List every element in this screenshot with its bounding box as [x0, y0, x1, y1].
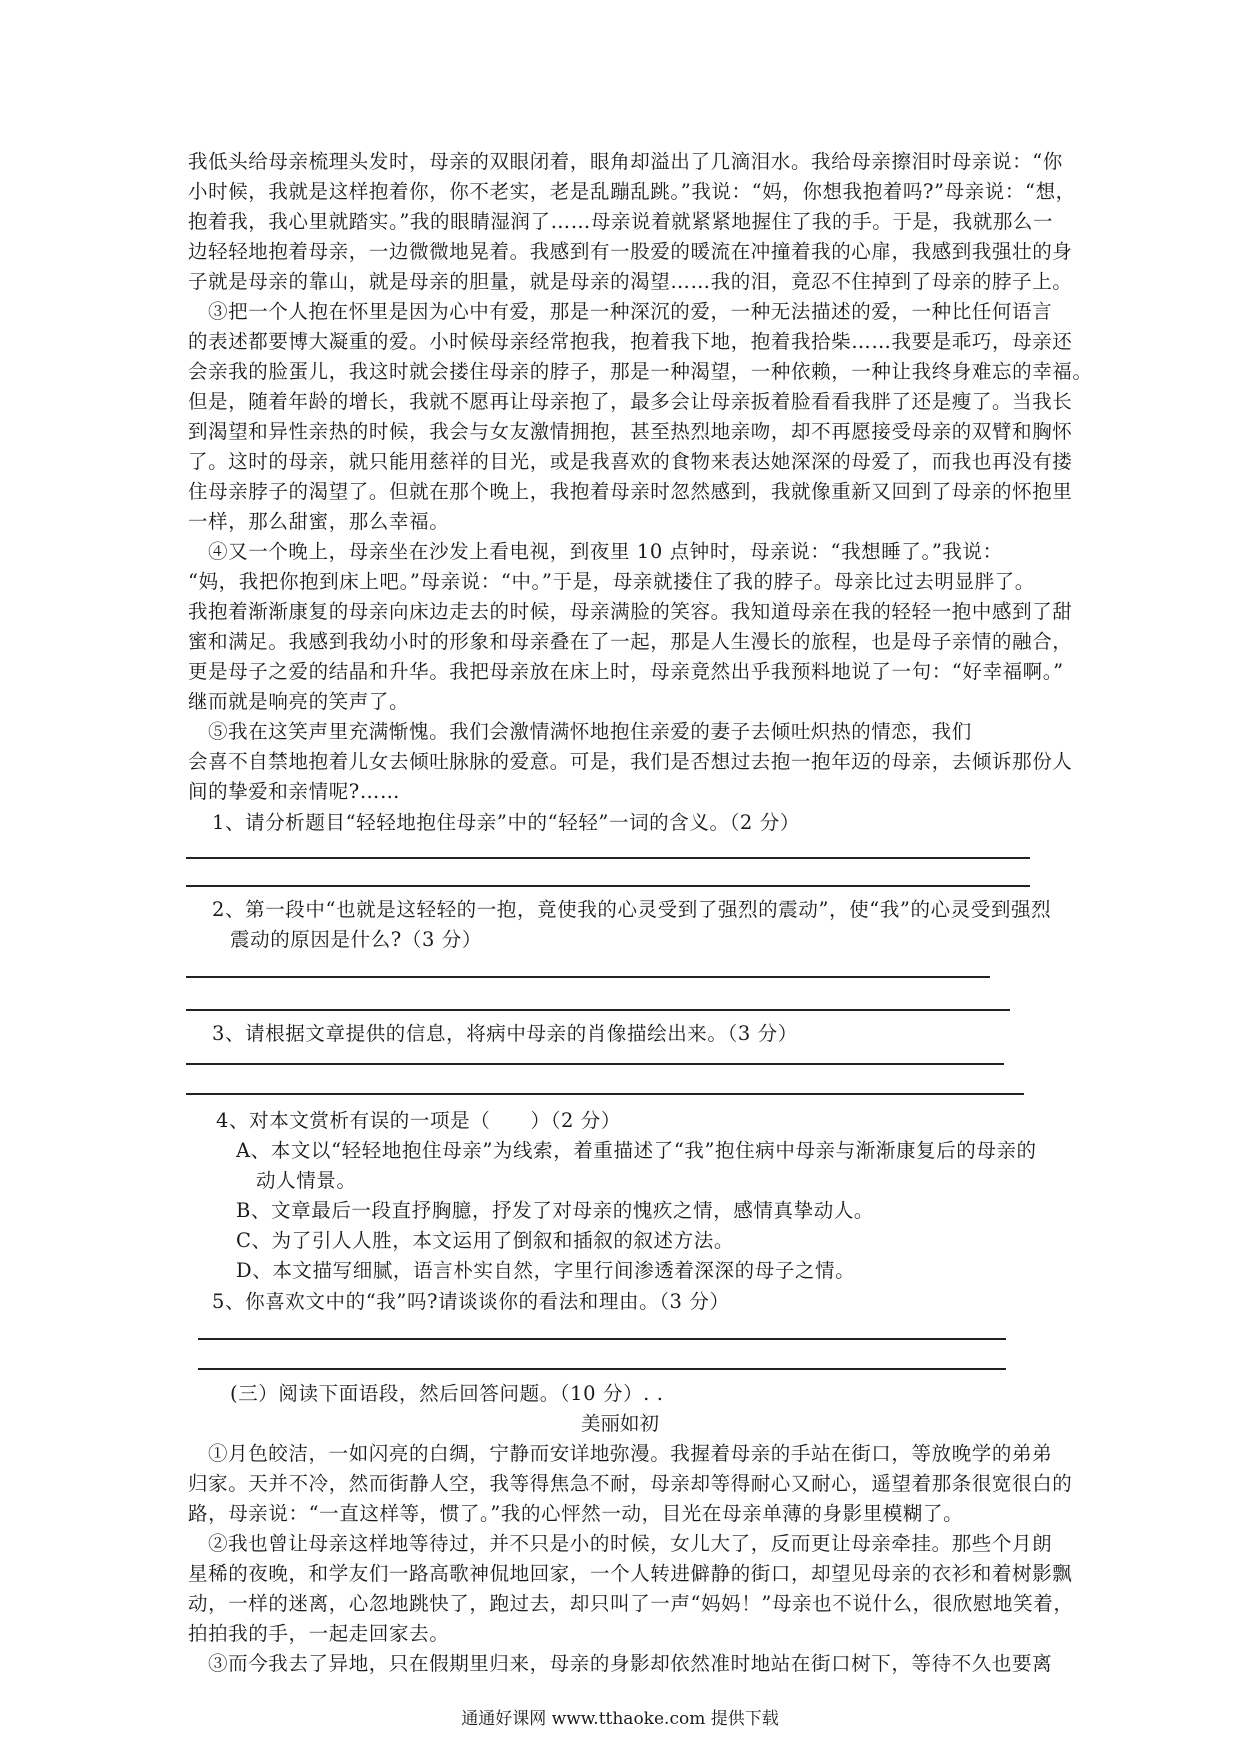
answer-line[interactable] — [198, 1368, 1006, 1370]
text-line: 会喜不自禁地抱着儿女去倾吐脉脉的爱意。可是，我们是否想过去抱一抱年迈的母亲，去倾诉那份人 — [188, 750, 1073, 773]
answer-line[interactable] — [186, 1093, 1024, 1095]
answer-line[interactable] — [186, 976, 990, 978]
option-a-continued: 动人情景。 — [256, 1169, 357, 1192]
option-a: A、本文以“轻轻地抱住母亲”为线索，着重描述了“我”抱住病中母亲与渐渐康复后的母亲的 — [236, 1139, 1037, 1162]
text-line: 子就是母亲的靠山，就是母亲的胆量，就是母亲的渴望……我的泪，竟忍不住掉到了母亲的脖子上。 — [188, 270, 1073, 293]
text-line: 星稀的夜晚，和学友们一路高歌神侃地回家，一个人转进僻静的街口，却望见母亲的衣衫和着树影飘 — [188, 1562, 1073, 1585]
text-line: 我低头给母亲梳理头发时，母亲的双眼闭着，眼角却溢出了几滴泪水。我给母亲擦泪时母亲说：“你 — [188, 150, 1063, 173]
text-line: 住母亲脖子的渴望了。但就在那个晚上，我抱着母亲时忽然感到，我就像重新又回到了母亲的怀抱里 — [188, 480, 1073, 503]
option-d: D、本文描写细腻，语言朴实自然，字里行间渗透着深深的母子之情。 — [236, 1259, 856, 1282]
text-line: 拍拍我的手，一起走回家去。 — [188, 1622, 450, 1645]
text-line: ③而今我去了异地，只在假期里归来，母亲的身影却依然准时地站在街口树下，等待不久也要离 — [208, 1652, 1053, 1675]
text-line: ③把一个人抱在怀里是因为心中有爱，那是一种深沉的爱，一种无法描述的爱，一种比任何语言 — [208, 300, 1053, 323]
question-2-continued: 震动的原因是什么?（3 分） — [230, 928, 482, 951]
text-line: 继而就是响亮的笑声了。 — [188, 690, 410, 713]
passage-title: 美丽如初 — [580, 1412, 659, 1435]
text-line: 了。这时的母亲，就只能用慈祥的目光，或是我喜欢的食物来表达她深深的母爱了，而我也再没有搂 — [188, 450, 1073, 473]
text-line: 小时候，我就是这样抱着你，你不老实，老是乱蹦乱跳。”我说：“妈，你想我抱着吗?”母亲说：“想， — [188, 180, 1076, 203]
text-line: 一样，那么甜蜜，那么幸福。 — [188, 510, 450, 533]
answer-line[interactable] — [186, 857, 1030, 859]
text-line: “妈，我把你抱到床上吧。”母亲说：“中。”于是，母亲就搂住了我的脖子。母亲比过去明显胖了。 — [188, 570, 1035, 593]
text-line: 更是母子之爱的结晶和升华。我把母亲放在床上时，母亲竟然出乎我预料地说了一句：“好幸福啊。” — [188, 660, 1064, 683]
question-4: 4、对本文赏析有误的一项是（ ）（2 分） — [216, 1109, 621, 1132]
text-line: ②我也曾让母亲这样地等待过，并不只是小的时候，女儿大了，反而更让母亲牵挂。那些个月朗 — [208, 1532, 1053, 1555]
text-line: 到渴望和异性亲热的时候，我会与女友激情拥抱，甚至热烈地亲吻，却不再愿接受母亲的双臂和胸怀 — [188, 420, 1073, 443]
text-line: 的表述都要博大凝重的爱。小时候母亲经常抱我，抱着我下地，抱着我拾柴……我要是乖巧，母亲还 — [188, 330, 1073, 353]
question-2: 2、第一段中“也就是这轻轻的一抱，竟使我的心灵受到了强烈的震动”，使“我”的心灵受到强烈 — [212, 898, 1052, 921]
text-line: ⑤我在这笑声里充满惭愧。我们会激情满怀地抱住亲爱的妻子去倾吐炽热的情恋，我们 — [208, 720, 972, 743]
text-line: ①月色皎洁，一如闪亮的白绸，宁静而安详地弥漫。我握着母亲的手站在街口，等放晚学的弟弟 — [208, 1442, 1053, 1465]
text-line: 我抱着渐渐康复的母亲向床边走去的时候，母亲满脸的笑容。我知道母亲在我的轻轻一抱中感到了甜 — [188, 600, 1073, 623]
question-5: 5、你喜欢文中的“我”吗?请谈谈你的看法和理由。（3 分） — [212, 1290, 730, 1313]
text-line: ④又一个晚上，母亲坐在沙发上看电视，到夜里 10 点钟时，母亲说：“我想睡了。”我说： — [208, 540, 1003, 563]
text-line: 会亲我的脸蛋儿，我这时就会搂住母亲的脖子，那是一种渴望，一种依赖，一种让我终身难忘的幸福。 — [188, 360, 1093, 383]
text-line: 动，一样的迷离，心忽地跳快了，跑过去，却只叫了一声“妈妈！”母亲也不说什么，很欣慰地笑着， — [188, 1592, 1074, 1615]
answer-line[interactable] — [186, 1063, 1004, 1065]
text-line: 蜜和满足。我感到我幼小时的形象和母亲叠在了一起，那是人生漫长的旅程，也是母子亲情的融合， — [188, 630, 1073, 653]
page-footer: 通通好课网 www.tthaoke.com 提供下载 — [461, 1709, 779, 1729]
question-3: 3、请根据文章提供的信息，将病中母亲的肖像描绘出来。（3 分） — [212, 1022, 798, 1045]
answer-line[interactable] — [198, 1338, 1006, 1340]
text-line: 但是，随着年龄的增长，我就不愿再让母亲抱了，最多会让母亲扳着脸看看我胖了还是瘦了。当我长 — [188, 390, 1073, 413]
text-line: 抱着我，我心里就踏实。”我的眼睛湿润了……母亲说着就紧紧地握住了我的手。于是，我就那么一 — [188, 210, 1054, 233]
text-line: 间的挚爱和亲情呢?…… — [188, 780, 401, 803]
option-c: C、为了引人人胜，本文运用了倒叙和插叙的叙述方法。 — [236, 1229, 734, 1252]
text-line: 路，母亲说：“一直这样等，惯了。”我的心怦然一动，目光在母亲单薄的身影里模糊了。 — [188, 1502, 964, 1525]
text-line: 边轻轻地抱着母亲，一边微微地晃着。我感到有一股爱的暖流在冲撞着我的心扉，我感到我强壮的身 — [188, 240, 1073, 263]
section-heading: (三）阅读下面语段，然后回答问题。（10 分）. . — [230, 1382, 664, 1405]
option-b: B、文章最后一段直抒胸臆，抒发了对母亲的愧疚之情，感情真挚动人。 — [236, 1199, 875, 1222]
answer-line[interactable] — [186, 885, 1030, 887]
answer-line[interactable] — [186, 1009, 1010, 1011]
text-line: 归家。天并不冷，然而街静人空，我等得焦急不耐，母亲却等得耐心又耐心，遥望着那条很宽很白的 — [188, 1472, 1073, 1495]
question-1: 1、请分析题目“轻轻地抱住母亲”中的“轻轻”一词的含义。（2 分） — [212, 811, 800, 834]
